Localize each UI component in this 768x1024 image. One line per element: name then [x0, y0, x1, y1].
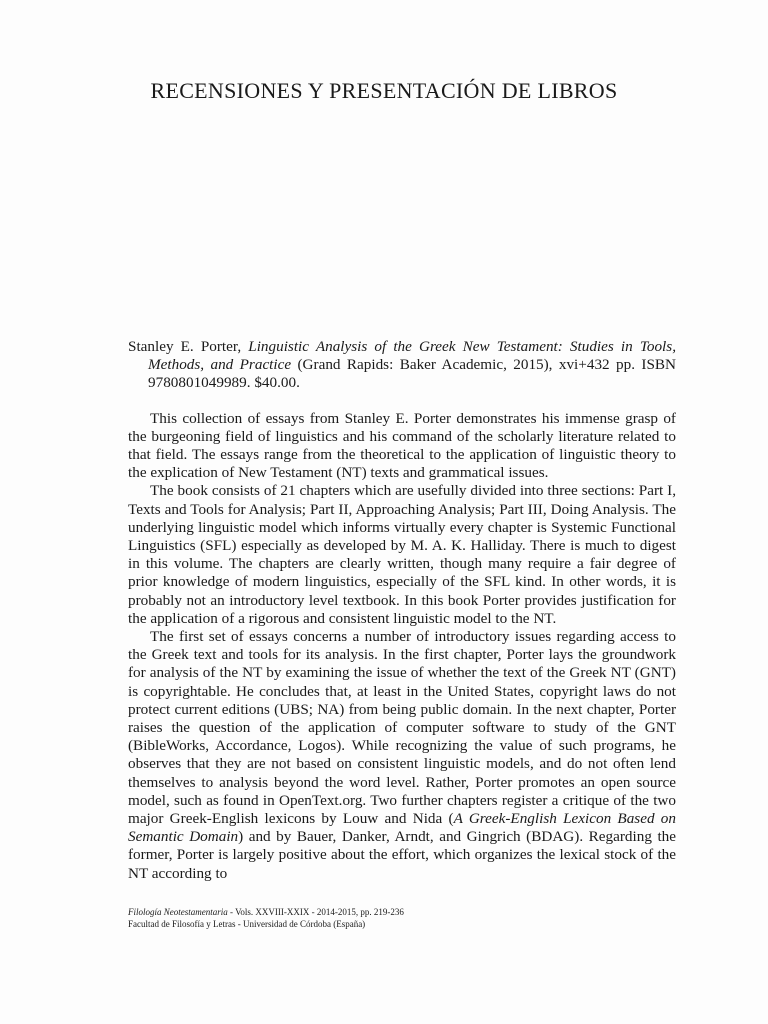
footer-journal-line [128, 907, 404, 919]
footer-journal-name: Filología Neotestamentaria [128, 907, 228, 917]
page-footer [128, 907, 404, 930]
citation-book-title: Linguistic Analysis of the Greek New Testament: Studies in Tools, Methods, and Practice [148, 338, 676, 374]
book-citation [128, 338, 676, 393]
citation-publication: (Grand Rapids: Baker Academic, 2015), xvi+432 pp. ISBN 9780801049989. $40.00. [148, 356, 676, 392]
paragraph-1: This collection of essays from Stanley E. Porter demonstrates his immense grasp of the burgeoning field of linguistics and his command of the scholarly literature related to that field. The essays range from the theoretical to the application of linguistic theory to the explication of New Testament (NT) texts and grammatical issues. [128, 409, 676, 482]
footer-issue: - Vols. XXVIII-XXIX - 2014-2015, pp. 219-236 [227, 907, 404, 917]
review-body [128, 338, 676, 883]
paragraph-3-italic: A Greek-English Lexicon Based on Semantic Domain [128, 810, 676, 846]
citation-author: Stanley E. Porter, [128, 338, 249, 355]
paragraph-3-text-b: ) and by Bauer, Danker, Arndt, and Gingrich (BDAG). Regarding the former, Porter is largely positive about the effort, which organizes the lexical stock of the NT according to [128, 828, 677, 882]
page-title: RECENSIONES Y PRESENTACIÓN DE LIBROS [150, 78, 618, 103]
paragraph-3-text-a: The first set of essays concerns a number of introductory issues regarding access to the Greek text and tools for its analysis. In the first chapter, Porter lays the groundwork for analysis of the NT by examining the issue of whether the text of the Greek NT (GNT) is copyrightable. He concludes that, at least in the United States, copyright laws do not protect current editions (UBS; NA) from being public domain. In the next chapter, Porter raises the question of the application of computer software to study of the GNT (BibleWorks, Accordance, Logos). While recognizing the value of such programs, he observes that they are not based on consistent linguistic models, and do not often lend themselves to analysis beyond the word level. Rather, Porter promotes an open source model, such as found in OpenText.org. Two further chapters register a critique of the two major Greek-English lexicons by Louw and Nida ( [128, 628, 676, 828]
paragraph-3 [128, 628, 676, 883]
footer-institution: Facultad de Filosofía y Letras - Universidad de Córdoba (España) [128, 918, 366, 929]
paragraph-2: The book consists of 21 chapters which are usefully divided into three sections: Part I, Texts and Tools for Analysis; Part II, Approaching Analysis; Part III, Doing Analysis. The underlying linguistic model which informs virtually every chapter is Systemic Functional Linguistics (SFL) especially as developed by M. A. K. Halliday. There is much to digest in this volume. The chapters are clearly written, though many require a fair degree of prior knowledge of modern linguistics, especially of the SFL kind. In other words, it is probably not an introductory level textbook. In this book Porter provides justification for the application of a rigorous and consistent linguistic model to the NT. [128, 482, 676, 627]
